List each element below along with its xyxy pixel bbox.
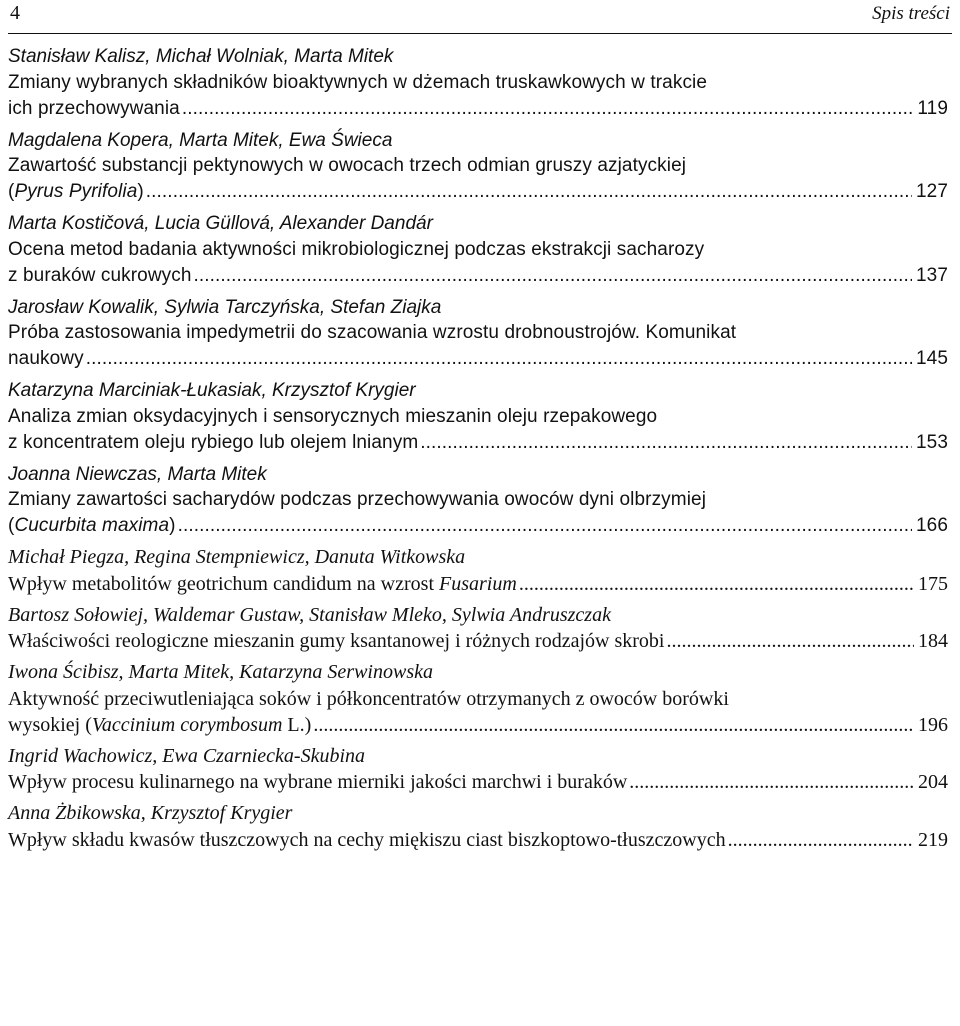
entry-title-end: Wpływ składu kwasów tłuszczowych na cechy miękiszu ciast biszkoptowo-tłuszczowych	[8, 828, 726, 851]
entry-title-line: Zawartość substancji pektynowych w owocach trzech odmian gruszy azjatyckiej	[8, 155, 687, 176]
entry-title-line: Zmiany wybranych składników bioaktywnych w dżemach truskawkowych w trakcie	[8, 71, 708, 93]
entry-title-last-line	[8, 712, 948, 738]
entry-title-line: Analiza zmian oksydacyjnych i sensorycznych mieszanin oleju rzepakowego	[8, 405, 658, 427]
paren-open: (	[8, 181, 15, 202]
entry-title-line: Aktywność przeciwutleniająca soków i półkoncentratów otrzymanych z owoców borówki	[8, 687, 729, 710]
page-number: 4	[10, 2, 20, 24]
paren-close: )	[137, 181, 144, 202]
toc-entry	[8, 211, 948, 289]
toc-entry	[8, 44, 948, 122]
entry-title-end: Właściwości reologiczne mieszanin gumy ksantanowej i różnych rodzajów skrobi	[8, 630, 665, 652]
latin-name: Cucurbita maxima	[14, 515, 170, 536]
entry-page-number: 137	[915, 264, 948, 286]
entry-title-end: z koncentratem oleju rybiego lub olejem lnianym	[8, 431, 419, 453]
dot-leader	[146, 179, 912, 205]
entry-title-end: Wpływ procesu kulinarnego na wybrane mierniki jakości marchwi i buraków	[8, 771, 628, 793]
dot-leader	[178, 513, 912, 539]
toc-entry	[8, 660, 948, 738]
entry-title-line: Zmiany zawartości sacharydów podczas przechowywania owoców dyni olbrzymiej	[8, 489, 707, 510]
entry-title-end	[8, 712, 311, 738]
entry-title-end	[8, 513, 176, 539]
dot-leader	[313, 712, 914, 738]
entry-title-last-line	[8, 571, 948, 597]
toc-entry	[8, 378, 948, 456]
entry-page-number: 175	[918, 572, 948, 595]
dot-leader	[666, 628, 914, 654]
entry-title-end: z buraków cukrowych	[8, 264, 192, 286]
entry-page-number: 119	[917, 97, 948, 119]
entry-title-last-line	[8, 346, 948, 372]
title-text-end: L.)	[282, 713, 312, 736]
entry-page-number: 145	[915, 348, 948, 369]
entry-authors: Katarzyna Marciniak-Łukasiak, Krzysztof Krygier	[8, 380, 416, 401]
title-text: Wpływ metabolitów geotrichum candidum na wzrost	[8, 572, 440, 595]
entry-title-line: Ocena metod badania aktywności mikrobiologicznej podczas ekstrakcji sacharozy	[8, 238, 705, 260]
entry-title-last-line	[8, 263, 948, 289]
entry-authors: Bartosz Sołowiej, Waldemar Gustaw, Stanisław Mleko, Sylwia Andruszczak	[8, 603, 611, 626]
entry-authors: Stanisław Kalisz, Michał Wolniak, Marta Mitek	[8, 46, 394, 67]
toc-entries	[8, 44, 948, 859]
latin-name: Pyrus Pyrifolia	[14, 181, 138, 202]
toc-entry	[8, 801, 948, 853]
toc-entry	[8, 603, 948, 655]
entry-page-number: 196	[918, 713, 948, 736]
latin-name: Fusarium	[439, 572, 517, 595]
entry-authors: Ingrid Wachowicz, Ewa Czarniecka-Skubina	[8, 744, 366, 767]
entry-title-end	[8, 179, 144, 205]
entry-authors: Michał Piegza, Regina Stempniewicz, Danuta Witkowska	[8, 546, 466, 568]
entry-title-last-line	[8, 628, 948, 654]
toc-entry	[8, 744, 948, 796]
dot-leader	[629, 769, 914, 795]
latin-name: Vaccinium corymbosum	[91, 713, 283, 736]
title-text: wysokiej (	[8, 713, 92, 736]
entry-title-last-line	[8, 769, 948, 795]
dot-leader	[420, 430, 912, 456]
entry-authors: Magdalena Kopera, Marta Mitek, Ewa Świeca	[8, 129, 393, 151]
entry-page-number: 204	[918, 771, 948, 793]
entry-authors: Jarosław Kowalik, Sylwia Tarczyńska, Stefan Ziajka	[8, 296, 442, 318]
entry-title-last-line	[8, 96, 948, 122]
entry-title-last-line	[8, 827, 948, 853]
entry-authors: Joanna Niewczas, Marta Mitek	[8, 463, 267, 485]
dot-leader	[519, 571, 914, 597]
dot-leader	[86, 346, 912, 372]
entry-page-number: 184	[918, 630, 948, 652]
entry-authors: Marta Kostičová, Lucia Güllová, Alexander Dandár	[8, 213, 433, 234]
dot-leader	[194, 263, 912, 289]
entry-title-last-line	[8, 513, 948, 539]
entry-page-number: 219	[918, 828, 948, 851]
entry-page-number: 127	[915, 181, 948, 202]
entry-page-number: 153	[915, 431, 948, 453]
toc-entry	[8, 128, 948, 206]
entry-authors: Iwona Ścibisz, Marta Mitek, Katarzyna Serwinowska	[8, 661, 433, 683]
entry-title-line: Próba zastosowania impedymetrii do szacowania wzrostu drobnoustrojów. Komunikat	[8, 322, 737, 343]
entry-title-last-line	[8, 430, 948, 456]
toc-entry	[8, 545, 948, 597]
section-title: Spis treści	[872, 3, 950, 24]
dot-leader	[728, 827, 914, 853]
page-header	[8, 0, 952, 34]
entry-authors: Anna Żbikowska, Krzysztof Krygier	[8, 802, 293, 824]
dot-leader	[182, 96, 914, 122]
entry-title-last-line	[8, 179, 948, 205]
toc-entry	[8, 462, 948, 540]
entry-title-end: ich przechowywania	[8, 97, 180, 119]
entry-title-end	[8, 571, 517, 597]
toc-entry	[8, 295, 948, 373]
paren-close: )	[169, 515, 176, 536]
entry-page-number: 166	[915, 515, 948, 536]
entry-title-end: naukowy	[8, 348, 84, 369]
paren-open: (	[8, 515, 15, 536]
